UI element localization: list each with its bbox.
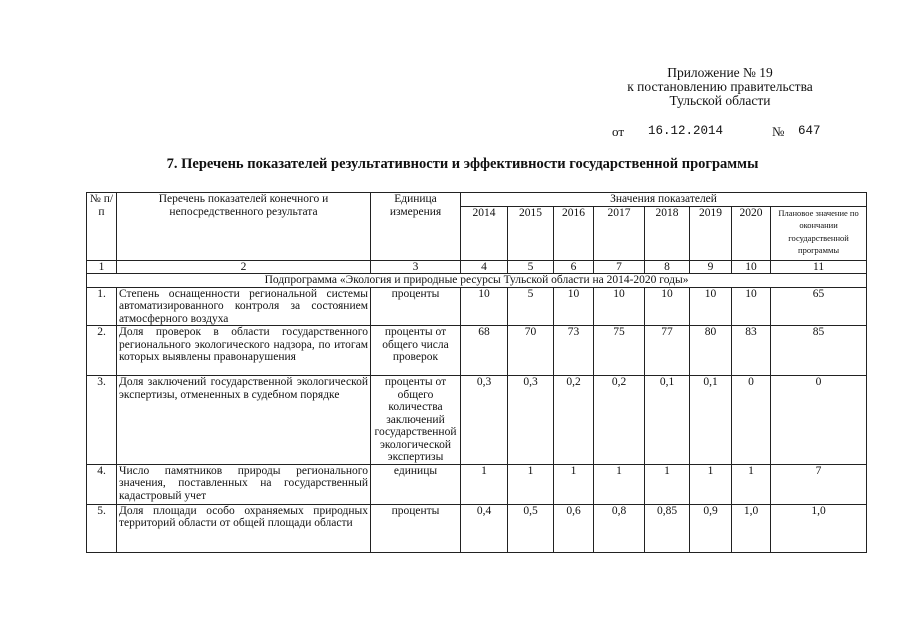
header-row-1	[87, 193, 867, 207]
decree-number: 647	[798, 124, 821, 138]
header-num: № п/п	[87, 193, 117, 261]
value-2015: 70	[508, 326, 554, 376]
value-2016: 0,2	[554, 376, 594, 465]
header-year: 2019	[690, 206, 732, 260]
value-2019: 0,1	[690, 376, 732, 465]
indicator-unit: проценты от общего количества заключений государственной экологической экспертизы	[371, 376, 461, 465]
value-2020: 1	[732, 464, 771, 504]
column-number: 2	[117, 260, 371, 274]
appendix-line-3: Тульской области	[669, 93, 771, 108]
header-year: 2018	[645, 206, 690, 260]
column-number: 10	[732, 260, 771, 274]
subprogram-row	[87, 274, 867, 288]
indicator-name: Доля площади особо охраняемых природных территорий области от общей площади области	[117, 504, 371, 552]
value-2016: 0,6	[554, 504, 594, 552]
row-number: 5.	[87, 504, 117, 552]
column-numbers-row	[87, 260, 867, 274]
table-row	[87, 464, 867, 504]
value-planned: 0	[771, 376, 867, 465]
value-2017: 10	[594, 287, 645, 326]
column-number: 4	[461, 260, 508, 274]
row-number: 3.	[87, 376, 117, 465]
appendix-line-2: к постановлению правительства	[627, 79, 813, 94]
value-planned: 1,0	[771, 504, 867, 552]
value-2016: 73	[554, 326, 594, 376]
value-2015: 0,5	[508, 504, 554, 552]
value-planned: 65	[771, 287, 867, 326]
number-prefix: №	[772, 124, 785, 139]
indicator-unit: проценты от общего числа проверок	[371, 326, 461, 376]
value-2017: 0,2	[594, 376, 645, 465]
value-2017: 75	[594, 326, 645, 376]
date-prefix: от	[612, 124, 625, 139]
value-2014: 1	[461, 464, 508, 504]
value-2015: 5	[508, 287, 554, 326]
header-planned: Плановое значение по окончании государственной программы	[771, 206, 867, 260]
value-2015: 1	[508, 464, 554, 504]
column-number: 3	[371, 260, 461, 274]
value-2018: 77	[645, 326, 690, 376]
column-number: 11	[771, 260, 867, 274]
table-row	[87, 326, 867, 376]
header-year: 2017	[594, 206, 645, 260]
column-number: 5	[508, 260, 554, 274]
header-year: 2015	[508, 206, 554, 260]
row-number: 2.	[87, 326, 117, 376]
column-number: 6	[554, 260, 594, 274]
subprogram-title: Подпрограмма «Экология и природные ресурсы Тульской области на 2014-2020 годы»	[87, 274, 867, 288]
value-2014: 0,3	[461, 376, 508, 465]
indicators-table	[86, 192, 867, 553]
decree-date: 16.12.2014	[648, 124, 724, 138]
value-2016: 10	[554, 287, 594, 326]
header-year: 2020	[732, 206, 771, 260]
header-year: 2016	[554, 206, 594, 260]
indicator-unit: проценты	[371, 504, 461, 552]
indicator-name: Степень оснащенности региональной системы автоматизированного контроля за состоянием атмосферного воздуха	[117, 287, 371, 326]
value-2016: 1	[554, 464, 594, 504]
value-2020: 0	[732, 376, 771, 465]
header-name: Перечень показателей конечного и непосредственного результата	[117, 193, 371, 261]
appendix-block	[600, 66, 840, 108]
indicator-unit: единицы	[371, 464, 461, 504]
header-values-group: Значения показателей	[461, 193, 867, 207]
indicator-name: Доля проверок в области государственного регионального экологического надзора, по итогам которых выявлены правонарушения	[117, 326, 371, 376]
value-2019: 80	[690, 326, 732, 376]
value-planned: 85	[771, 326, 867, 376]
indicator-name: Доля заключений государственной экологической экспертизы, отмененных в судебном порядке	[117, 376, 371, 465]
indicator-name: Число памятников природы регионального значения, поставленных на государственный кадастровый учет	[117, 464, 371, 504]
row-number: 4.	[87, 464, 117, 504]
column-number: 8	[645, 260, 690, 274]
value-2017: 0,8	[594, 504, 645, 552]
value-2014: 10	[461, 287, 508, 326]
table-row	[87, 504, 867, 552]
value-2019: 1	[690, 464, 732, 504]
indicator-unit: проценты	[371, 287, 461, 326]
value-2019: 10	[690, 287, 732, 326]
header-year: 2014	[461, 206, 508, 260]
column-number: 7	[594, 260, 645, 274]
value-2017: 1	[594, 464, 645, 504]
column-number: 9	[690, 260, 732, 274]
table-row	[87, 376, 867, 465]
value-2018: 1	[645, 464, 690, 504]
document-title: 7. Перечень показателей результативности и эффективности государственной программы	[166, 156, 759, 172]
value-2015: 0,3	[508, 376, 554, 465]
value-2018: 0,85	[645, 504, 690, 552]
value-planned: 7	[771, 464, 867, 504]
column-number: 1	[87, 260, 117, 274]
value-2020: 83	[732, 326, 771, 376]
table-row	[87, 287, 867, 326]
value-2019: 0,9	[690, 504, 732, 552]
value-2014: 68	[461, 326, 508, 376]
value-2014: 0,4	[461, 504, 508, 552]
value-2018: 10	[645, 287, 690, 326]
value-2020: 1,0	[732, 504, 771, 552]
value-2020: 10	[732, 287, 771, 326]
header-unit: Единица измерения	[371, 193, 461, 261]
row-number: 1.	[87, 287, 117, 326]
appendix-line-1: Приложение № 19	[667, 65, 773, 80]
value-2018: 0,1	[645, 376, 690, 465]
